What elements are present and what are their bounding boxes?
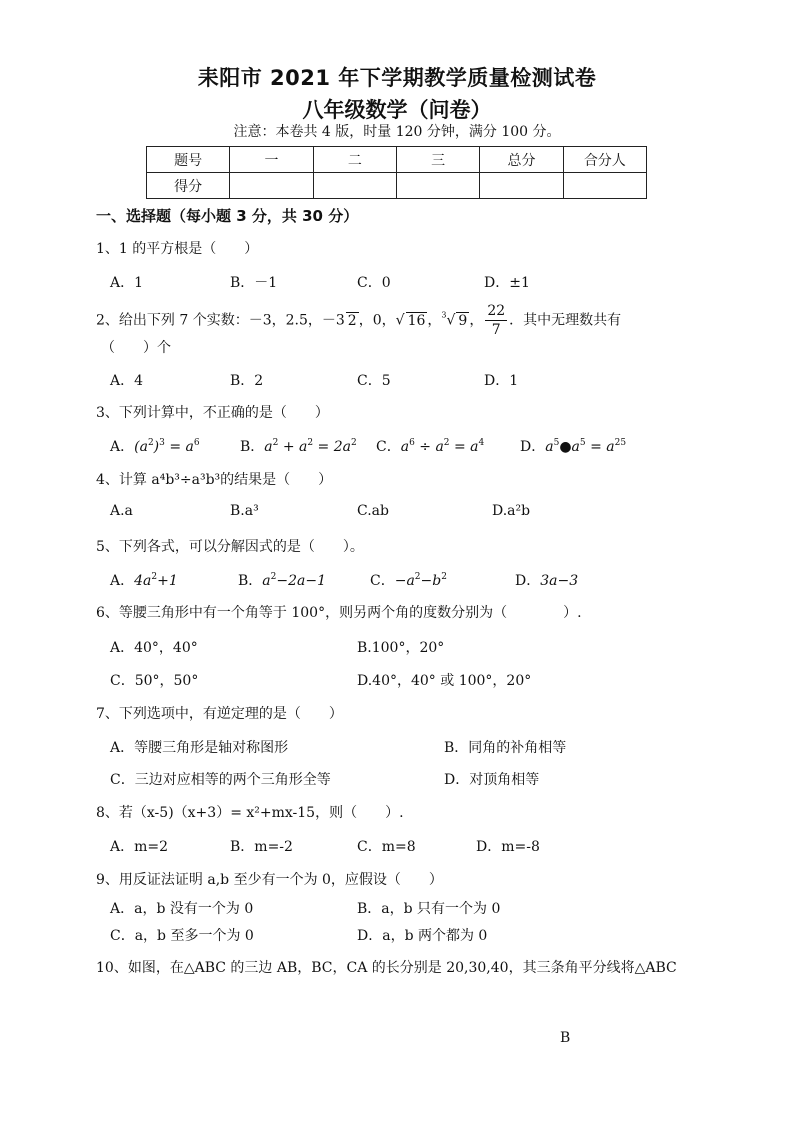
- sqrt-2: 2: [347, 312, 357, 329]
- question-2-stem: [96, 302, 621, 339]
- q7-option-a[interactable]: A．等腰三角形是轴对称图形: [110, 740, 289, 756]
- option-label: A．: [110, 439, 135, 455]
- q2-option-d[interactable]: D．1: [484, 373, 519, 389]
- score-cell: 总分: [480, 147, 563, 173]
- option-label: D．: [515, 573, 541, 589]
- score-input-cell[interactable]: [230, 173, 313, 199]
- q1-option-d[interactable]: D．±1: [484, 275, 530, 291]
- fraction-numerator: 22: [487, 303, 506, 319]
- q7-option-b[interactable]: B．同角的补角相等: [444, 740, 567, 756]
- q2-option-c[interactable]: C．5: [357, 373, 391, 389]
- math-expr: $(a^2)^3 = a^6$: [134, 438, 200, 455]
- exam-subtitle: 八年级数学（问卷）: [302, 98, 492, 122]
- question-3-stem: 3、下列计算中，不正确的是（ ）: [96, 405, 329, 421]
- q1-option-c[interactable]: C．0: [357, 275, 391, 291]
- question-1-stem: 1、1 的平方根是（ ）: [96, 241, 259, 257]
- fraction-denominator: 7: [491, 322, 501, 338]
- score-input-cell[interactable]: [396, 173, 479, 199]
- cbrt-9: 9: [458, 312, 468, 329]
- question-2-blank: （ ）个: [101, 340, 171, 356]
- question-8-stem: 8、若（x-5)（x+3）= x²+mx-15，则（ ）.: [96, 805, 404, 821]
- q9-option-d[interactable]: D．a，b 两个都为 0: [357, 928, 488, 944]
- sqrt-symbol: √: [446, 312, 456, 329]
- cube-root-index: 3: [441, 310, 447, 320]
- q1-option-a[interactable]: A．1: [110, 275, 144, 291]
- q2-sep: ，0，: [358, 312, 396, 329]
- q5-option-a[interactable]: [110, 570, 178, 590]
- option-label: A．: [110, 573, 135, 589]
- option-label: C．: [376, 439, 401, 455]
- score-cell: 二: [313, 147, 396, 173]
- score-table: [146, 146, 647, 199]
- q6-option-a[interactable]: A．40°，40°: [110, 640, 198, 656]
- exam-notice: 注意：本卷共 4 版，时量 120 分钟，满分 100 分。: [233, 124, 561, 140]
- score-input-cell[interactable]: [480, 173, 563, 199]
- option-label: B．: [240, 439, 265, 455]
- q5-option-c[interactable]: [370, 570, 447, 590]
- q3-option-b[interactable]: [240, 436, 357, 456]
- q5-option-d[interactable]: [515, 570, 578, 590]
- option-label: B．: [238, 573, 263, 589]
- q5-option-b[interactable]: [238, 570, 326, 590]
- score-table-header-row: [147, 147, 647, 173]
- q9-option-c[interactable]: C．a，b 至多一个为 0: [110, 928, 254, 944]
- q3-option-a[interactable]: [110, 436, 200, 456]
- q4-option-c[interactable]: C.ab: [357, 503, 389, 519]
- figure-vertex-label: B: [560, 1030, 571, 1046]
- q2-option-a[interactable]: A．4: [110, 373, 144, 389]
- score-cell: 合分人: [563, 147, 646, 173]
- exam-title: 耒阳市 2021 年下学期教学质量检测试卷: [197, 66, 597, 90]
- q3-option-d[interactable]: [520, 436, 626, 456]
- score-cell: 题号: [147, 147, 230, 173]
- score-table-score-row: [147, 173, 647, 199]
- q8-option-a[interactable]: A．m=2: [110, 839, 169, 855]
- q3-option-c[interactable]: [376, 436, 484, 456]
- q7-option-c[interactable]: C．三边对应相等的两个三角形全等: [110, 772, 331, 788]
- question-7-stem: 7、下列选项中，有逆定理的是（ ）: [96, 706, 343, 722]
- q2-sep: ，: [427, 312, 442, 329]
- q2-stem-text: 2、给出下列 7 个实数：－3，2.5，－3: [96, 312, 345, 329]
- score-input-cell[interactable]: [563, 173, 646, 199]
- math-expr: $a^2 + a^2 = 2a^2$: [264, 438, 357, 455]
- fraction-22-7: [485, 302, 507, 339]
- score-input-cell[interactable]: [313, 173, 396, 199]
- q2-stem-end: ．其中无理数共有: [509, 312, 622, 329]
- q4-option-a[interactable]: A.a: [110, 503, 133, 519]
- q8-option-d[interactable]: D．m=-8: [476, 839, 540, 855]
- section-heading: 一、选择题（每小题 3 分，共 30 分）: [96, 207, 359, 225]
- sqrt-16: 16: [407, 312, 426, 329]
- question-6-stem: 6、等腰三角形中有一个角等于 100°，则另两个角的度数分别为（ ）.: [96, 605, 582, 621]
- option-label: D．: [520, 439, 546, 455]
- math-expr: $4a^2+1$: [134, 572, 178, 589]
- math-expr: $-a^2-b^2$: [394, 572, 447, 589]
- score-cell: 三: [396, 147, 479, 173]
- question-4-stem: 4、计算 a⁴b³÷a³b³的结果是（ ）: [96, 472, 333, 488]
- q2-option-b[interactable]: B．2: [230, 373, 264, 389]
- q9-option-b[interactable]: B．a，b 只有一个为 0: [357, 901, 501, 917]
- question-10-stem: 10、如图，在△ABC 的三边 AB，BC，CA 的长分别是 20,30,40，其三条角平分线将△ABC: [96, 960, 677, 976]
- q4-option-d[interactable]: D.a²b: [492, 503, 531, 519]
- math-expr: $a^2-2a-1$: [262, 572, 327, 589]
- q8-option-b[interactable]: B．m=-2: [230, 839, 293, 855]
- math-expr: $a^5●a^5 = a^{25}$: [545, 438, 627, 455]
- math-expr: 3a−3: [540, 573, 579, 589]
- q6-option-d[interactable]: D.40°，40° 或 100°，20°: [357, 673, 532, 689]
- option-label: C．: [370, 573, 395, 589]
- q8-option-c[interactable]: C．m=8: [357, 839, 416, 855]
- q1-option-b[interactable]: B．－1: [230, 275, 278, 291]
- score-cell: 一: [230, 147, 313, 173]
- q9-option-a[interactable]: A．a，b 没有一个为 0: [110, 901, 254, 917]
- q7-option-d[interactable]: D．对顶角相等: [444, 772, 540, 788]
- q6-option-b[interactable]: B.100°，20°: [357, 640, 445, 656]
- math-expr: $a^6 \div a^2 = a^4$: [400, 438, 485, 455]
- score-cell: 得分: [147, 173, 230, 199]
- question-9-stem: 9、用反证法证明 a,b 至少有一个为 0，应假设（ ）: [96, 872, 443, 888]
- sqrt-symbol: √: [395, 312, 405, 329]
- q4-option-b[interactable]: B.a³: [230, 503, 259, 519]
- q2-sep: ，: [469, 312, 484, 329]
- question-5-stem: 5、下列各式，可以分解因式的是（ ）。: [96, 539, 364, 555]
- q6-option-c[interactable]: C．50°，50°: [110, 673, 199, 689]
